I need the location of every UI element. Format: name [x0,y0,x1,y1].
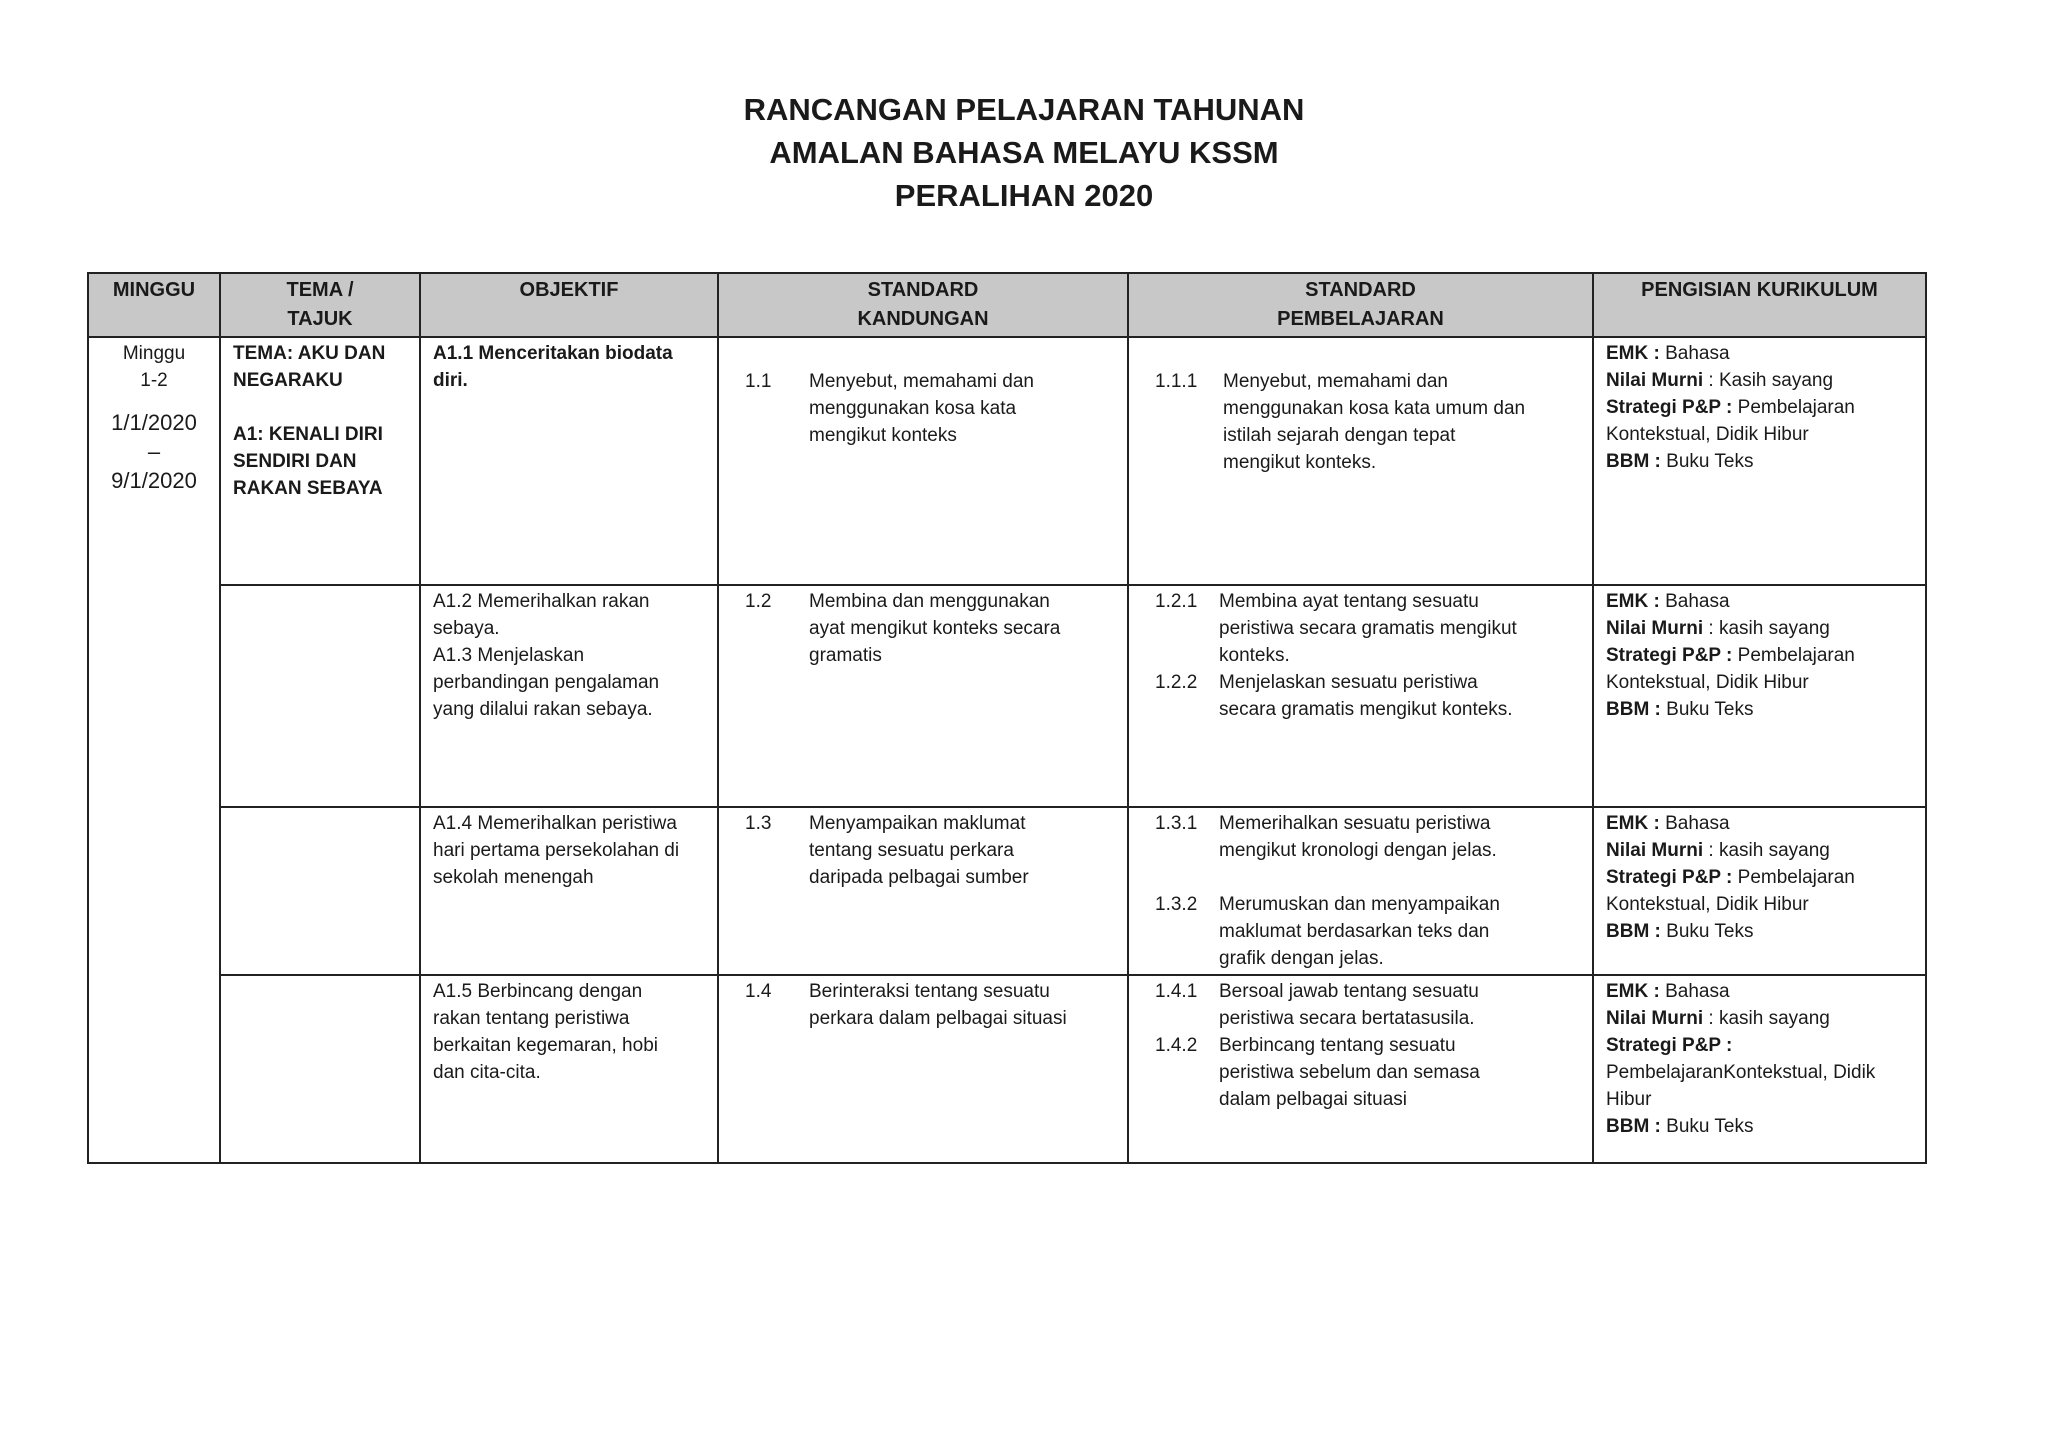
header-tema-tajuk: TEMA / TAJUK [220,273,420,337]
table-row [88,585,1926,807]
pengisian-kurikulum-cell: EMK : Bahasa Nilai Murni : kasih sayang Strategi P&P : PembelajaranKontekstual, Didik Hibur BBM : Buku Teks [1593,975,1926,1163]
standard-kandungan-cell: 1.4 Berinteraksi tentang sesuatu perkara dalam pelbagai situasi [718,975,1128,1163]
pengisian-kurikulum-cell: EMK : Bahasa Nilai Murni : kasih sayang Strategi P&P : Pembelajaran Kontekstual, Didik Hibur BBM : Buku Teks [1593,585,1926,807]
standard-kandungan-cell: 1.3 Menyampaikan maklumat tentang sesuatu perkara daripada pelbagai sumber [718,807,1128,975]
date-start: 1/1/2020 [111,410,197,435]
table-row [88,975,1926,1163]
document-title [0,88,2048,217]
title-line-3: PERALIHAN 2020 [894,178,1154,213]
pengisian-kurikulum-cell: EMK : Bahasa Nilai Murni : kasih sayang Strategi P&P : Pembelajaran Kontekstual, Didik Hibur BBM : Buku Teks [1593,807,1926,975]
header-pengisian-kurikulum: PENGISIAN KURIKULUM [1593,273,1926,337]
standard-kandungan-cell: 1.1 Menyebut, memahami dan menggunakan kosa kata mengikut konteks [718,337,1128,585]
table-row [88,337,1926,585]
date-end: 9/1/2020 [111,468,197,493]
standard-pembelajaran-cell: 1.1.1 Menyebut, memahami dan menggunakan kosa kata umum dan istilah sejarah dengan tepat mengikut konteks. [1128,337,1593,585]
lesson-plan-table [87,272,1927,1164]
standard-pembelajaran-cell: 1.3.1 Memerihalkan sesuatu peristiwa mengikut kronologi dengan jelas. 1.3.2 Merumuskan dan menyampaikan maklumat berdasarkan teks dan grafik dengan jelas. [1128,807,1593,975]
minggu-cell: Minggu 1-2 1/1/2020 – 9/1/2020 [88,337,220,1163]
header-row [88,273,1926,337]
objektif-cell: A1.4 Memerihalkan peristiwa hari pertama persekolahan di sekolah menengah [420,807,718,975]
date-separator: – [147,439,161,464]
standard-pembelajaran-cell: 1.4.1 Bersoal jawab tentang sesuatu peristiwa secara bertatasusila. 1.4.2 Berbincang tentang sesuatu peristiwa sebelum dan semasa dalam pelbagai situasi [1128,975,1593,1163]
header-standard-kandungan: STANDARD KANDUNGAN [718,273,1128,337]
title-line-2: AMALAN BAHASA MELAYU KSSM [769,135,1279,170]
objektif-cell: A1.1 Menceritakan biodata diri. [420,337,718,585]
standard-kandungan-cell: 1.2 Membina dan menggunakan ayat mengikut konteks secara gramatis [718,585,1128,807]
standard-pembelajaran-cell: 1.2.1 Membina ayat tentang sesuatu peristiwa secara gramatis mengikut konteks. 1.2.2 Menjelaskan sesuatu peristiwa secara gramatis mengikut konteks. [1128,585,1593,807]
title-line-1: RANCANGAN PELAJARAN TAHUNAN [743,92,1305,127]
tema-cell-empty [220,585,420,807]
objektif-cell: A1.5 Berbincang dengan rakan tentang peristiwa berkaitan kegemaran, hobi dan cita-cita. [420,975,718,1163]
tema-cell: TEMA: AKU DAN NEGARAKU A1: KENALI DIRI SENDIRI DAN RAKAN SEBAYA [220,337,420,585]
tema-cell-empty [220,807,420,975]
header-standard-pembelajaran: STANDARD PEMBELAJARAN [1128,273,1593,337]
pengisian-kurikulum-cell: EMK : Bahasa Nilai Murni : Kasih sayang Strategi P&P : Pembelajaran Kontekstual, Didik Hibur BBM : Buku Teks [1593,337,1926,585]
header-objektif: OBJEKTIF [420,273,718,337]
tema-cell-empty [220,975,420,1163]
header-minggu: MINGGU [88,273,220,337]
table-row [88,807,1926,975]
objektif-cell: A1.2 Memerihalkan rakan sebaya. A1.3 Menjelaskan perbandingan pengalaman yang dilalui rakan sebaya. [420,585,718,807]
